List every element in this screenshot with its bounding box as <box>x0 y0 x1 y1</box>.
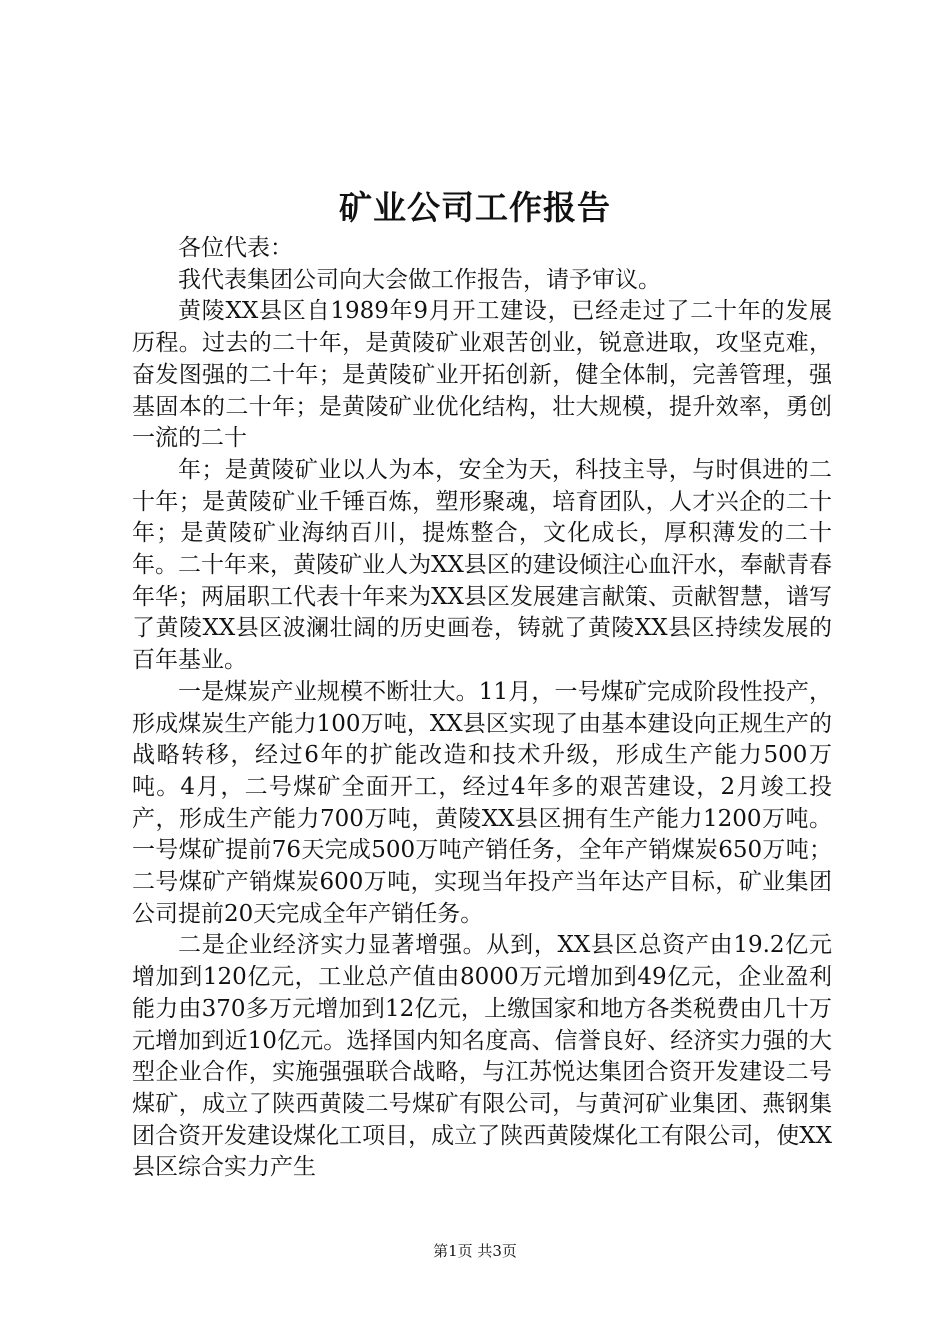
page-number-footer: 第1页 共3页 <box>433 1242 517 1260</box>
economic-strength-paragraph: 二是企业经济实力显著增强。从到，XX县区总资产由19.2亿元增加到120亿元，工业总产值由8000万元增加到49亿元，企业盈利能力由370多万元增加到12亿元，上缴国家和地方各类税费由几十万元增加到近10亿元。选择国内知名度高、信誉良好、经济实力强的大型企业合作，实施强强联合战略，与江苏悦达集团合资开发建设二号煤矿，成立了陕西黄陵二号煤矿有限公司，与黄河矿业集团、燕钢集团合资开发建设煤化工项目，成立了陕西黄陵煤化工有限公司，使XX县区综合实力产生 <box>132 932 832 1181</box>
history-paragraph: 黄陵XX县区自1989年9月开工建设，已经走过了二十年的发展历程。过去的二十年，是黄陵矿业艰苦创业，锐意进取，攻坚克难，奋发图强的二十年；是黄陵矿业开拓创新，健全体制，完善管理，强基固本的二十年；是黄陵矿业优化结构，壮大规模，提升效率，勇创一流的二十 <box>132 298 832 452</box>
history-continued-paragraph: 年；是黄陵矿业以人为本，安全为天，科技主导，与时俱进的二十年；是黄陵矿业千锤百炼，塑形聚魂，培育团队，人才兴企的二十年；是黄陵矿业海纳百川，提炼整合，文化成长，厚积薄发的二十年。二十年来，黄陵矿业人为XX县区的建设倾注心血汗水，奉献青春年华；两届职工代表十年来为XX县区发展建言献策、贡献智慧，谱写了黄陵XX县区波澜壮阔的历史画卷，铸就了黄陵XX县区持续发展的百年基业。 <box>132 456 832 674</box>
document-body <box>132 233 832 1184</box>
salutation-paragraph: 各位代表： <box>178 235 293 261</box>
document-title: 矿业公司工作报告 <box>339 188 611 227</box>
intro-paragraph: 我代表集团公司向大会做工作报告，请予审议。 <box>178 266 661 293</box>
coal-industry-paragraph: 一是煤炭产业规模不断壮大。11月，一号煤矿完成阶段性投产，形成煤炭生产能力100万吨，XX县区实现了由基本建设向正规生产的战略转移，经过6年的扩能改造和技术升级，形成生产能力500万吨。4月，二号煤矿全面开工，经过4年多的艰苦建设，2月竣工投产，形成生产能力700万吨，黄陵XX县区拥有生产能力1200万吨。一号煤矿提前76天完成500万吨产销任务，全年产销煤炭650万吨；二号煤矿产销煤炭600万吨，实现当年投产当年达产目标，矿业集团公司提前20天完成全年产销任务。 <box>132 678 832 927</box>
